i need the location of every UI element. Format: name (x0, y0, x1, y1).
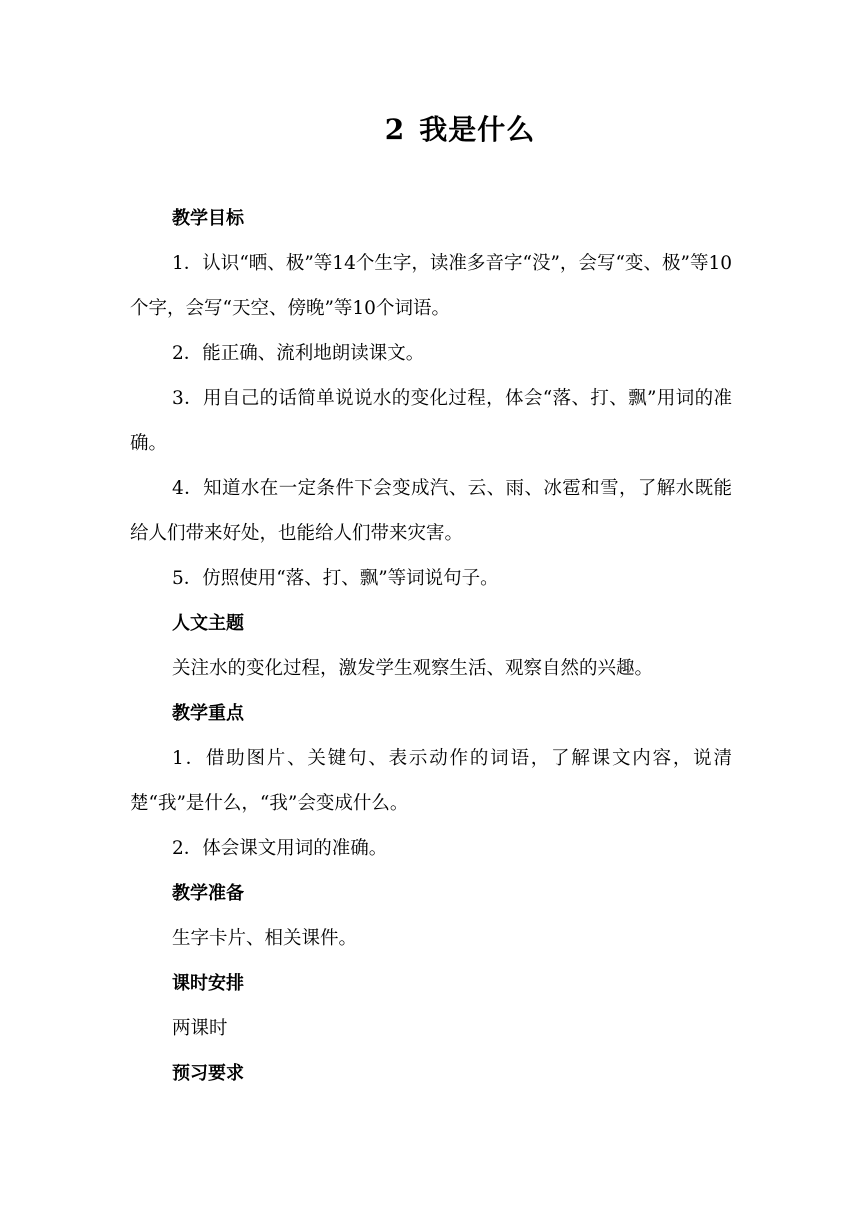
theme-text: 关注水的变化过程，激发学生观察生活、观察自然的兴趣。 (172, 658, 654, 679)
page-title (0, 110, 860, 150)
goal-item: 2．能正确、流利地朗读课文。 (172, 343, 425, 364)
key-point-item: 1．借助图片、关键句、表示动作的词语，了解课文内容，说清楚“我”是什么，“我”会变成什么。 (130, 748, 732, 814)
schedule-text: 两课时 (172, 1018, 228, 1039)
section-heading-preparation: 教学准备 (172, 883, 244, 904)
goal-item: 1．认识“晒、极”等14个生字，读准多音字“没”，会写“变、极”等10个字，会写“天空、傍晚”等10个词语。 (130, 253, 732, 319)
section-heading-key-points: 教学重点 (172, 703, 244, 724)
document-body (130, 196, 732, 1096)
goal-item: 4．知道水在一定条件下会变成汽、云、雨、冰雹和雪，了解水既能给人们带来好处，也能给人们带来灾害。 (130, 478, 732, 544)
title-text: 我是什么 (419, 113, 536, 146)
goal-item: 3．用自己的话简单说说水的变化过程，体会“落、打、飘”用词的准确。 (130, 388, 732, 454)
key-point-item: 2．体会课文用词的准确。 (172, 838, 388, 859)
section-heading-schedule: 课时安排 (172, 973, 244, 994)
section-heading-goals: 教学目标 (172, 208, 244, 229)
title-number: 2 (384, 113, 406, 146)
section-heading-theme: 人文主题 (172, 613, 244, 634)
goal-item: 5．仿照使用“落、打、飘”等词说句子。 (172, 568, 499, 589)
preparation-text: 生字卡片、相关课件。 (172, 928, 358, 949)
section-heading-preview: 预习要求 (172, 1063, 244, 1084)
